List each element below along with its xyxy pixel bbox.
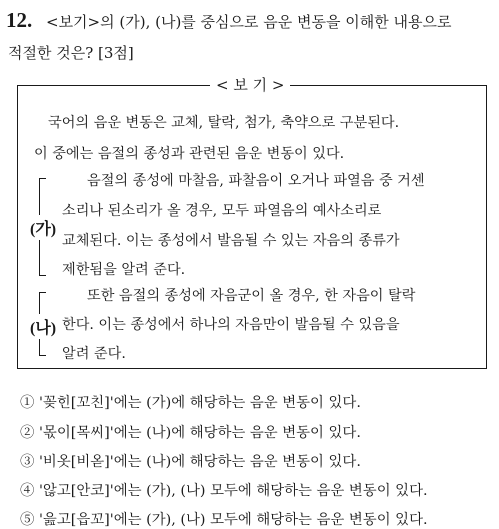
question-stem-line-2: 적절한 것은? [3점] xyxy=(8,44,134,62)
choice-2[interactable]: ② '몫이[목씨]'에는 (나)에 해당하는 음운 변동이 있다. xyxy=(20,425,361,441)
ga-text-line: 음절의 종성에 마찰음, 파찰음이 오거나 파열음 중 거센 xyxy=(87,173,425,189)
bogi-intro-line: 이 중에는 음절의 종성과 관련된 음운 변동이 있다. xyxy=(34,146,345,162)
bogi-intro-line: 국어의 음운 변동은 교체, 탈락, 첨가, 축약으로 구분된다. xyxy=(48,115,400,131)
choice-4[interactable]: ④ '않고[안코]'에는 (가), (나) 모두에 해당하는 음운 변동이 있다. xyxy=(20,483,428,499)
bogi-box-title: < 보 기 > xyxy=(210,74,290,95)
na-label: (나) xyxy=(30,314,56,339)
ga-text-line: 소리나 된소리가 올 경우, 모두 파열음의 예사소리로 xyxy=(62,203,382,219)
question-number: 12. xyxy=(6,8,33,32)
question-stem-line-1: <보기>의 (가), (나)를 중심으로 음운 변동을 이해한 내용으로 xyxy=(46,13,452,31)
na-text-line: 한다. 이는 종성에서 하나의 자음만이 발음될 수 있음을 xyxy=(62,317,400,333)
ga-label: (가) xyxy=(30,215,56,240)
na-text-line: 또한 음절의 종성에 자음군이 올 경우, 한 자음이 탈락 xyxy=(87,288,416,304)
ga-text-line: 교체된다. 이는 종성에서 발음될 수 있는 자음의 종류가 xyxy=(62,233,400,249)
ga-text-line: 제한됨을 알려 준다. xyxy=(62,262,186,278)
choice-1[interactable]: ① '꽂힌[꼬친]'에는 (가)에 해당하는 음운 변동이 있다. xyxy=(20,395,361,411)
na-text-line: 알려 준다. xyxy=(62,346,126,362)
choice-5[interactable]: ⑤ '읊고[읍꼬]'에는 (가), (나) 모두에 해당하는 음운 변동이 있다. xyxy=(20,512,428,528)
choice-3[interactable]: ③ '비옷[비옫]'에는 (나)에 해당하는 음운 변동이 있다. xyxy=(20,454,361,470)
